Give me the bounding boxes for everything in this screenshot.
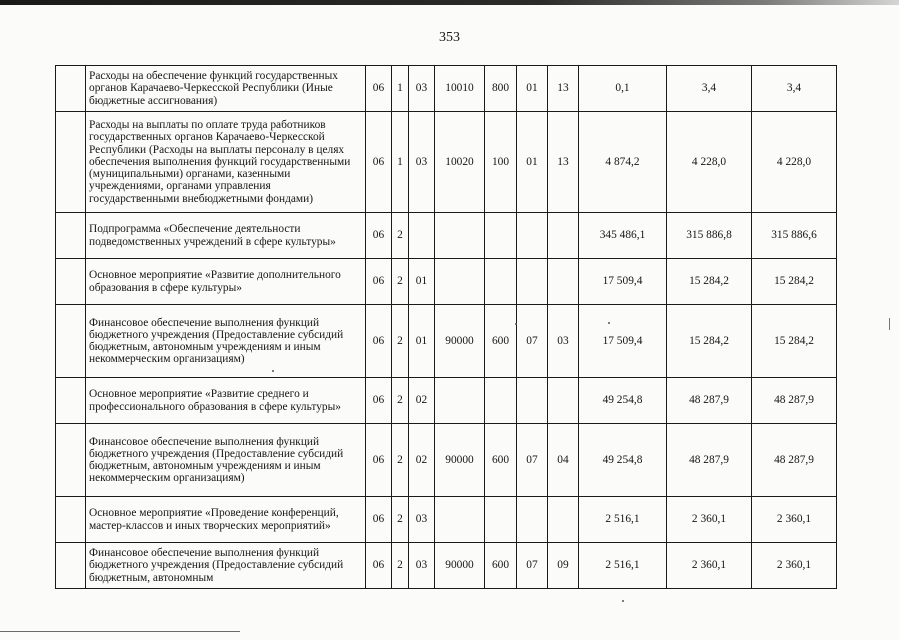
code-cell: 04 <box>548 424 579 497</box>
amount-cell: 2 360,1 <box>667 543 752 589</box>
amount-cell: 2 516,1 <box>579 497 667 543</box>
code-cell: 2 <box>392 378 409 424</box>
code-cell: 2 <box>392 424 409 497</box>
code-cell: 600 <box>485 305 517 378</box>
description-cell: Финансовое обеспечение выполнения функций бюджетного учреждения (Предоставление субсидий бюджетным, автономным учреждениям и иным некоммерческим организациям) <box>86 305 366 378</box>
amount-cell: 15 284,2 <box>667 259 752 305</box>
amount-cell: 315 886,8 <box>667 213 752 259</box>
amount-cell: 0,1 <box>579 66 667 112</box>
code-cell <box>548 497 579 543</box>
row-number-cell <box>56 543 86 589</box>
code-cell: 01 <box>517 66 548 112</box>
table-row <box>56 543 837 589</box>
scan-speck <box>608 322 610 324</box>
code-cell <box>409 213 435 259</box>
code-cell: 07 <box>517 543 548 589</box>
row-number-cell <box>56 112 86 213</box>
code-cell: 03 <box>409 543 435 589</box>
code-cell: 2 <box>392 259 409 305</box>
code-cell: 600 <box>485 543 517 589</box>
row-number-cell <box>56 305 86 378</box>
amount-cell: 345 486,1 <box>579 213 667 259</box>
code-cell: 2 <box>392 543 409 589</box>
code-cell: 03 <box>409 497 435 543</box>
code-cell <box>485 497 517 543</box>
code-cell: 01 <box>409 259 435 305</box>
code-cell: 06 <box>366 497 392 543</box>
description-cell: Финансовое обеспечение выполнения функций бюджетного учреждения (Предоставление субсидий бюджетным, автономным учреждениям и иным некоммерческим организациям) <box>86 424 366 497</box>
amount-cell: 15 284,2 <box>752 259 837 305</box>
code-cell <box>517 259 548 305</box>
code-cell <box>548 378 579 424</box>
code-cell <box>435 497 485 543</box>
code-cell: 06 <box>366 305 392 378</box>
row-number-cell <box>56 213 86 259</box>
scan-speck <box>515 323 517 325</box>
scan-edge-mark <box>889 318 890 330</box>
amount-cell: 15 284,2 <box>667 305 752 378</box>
code-cell: 01 <box>409 305 435 378</box>
amount-cell: 17 509,4 <box>579 305 667 378</box>
amount-cell: 49 254,8 <box>579 424 667 497</box>
amount-cell: 2 360,1 <box>752 543 837 589</box>
code-cell: 09 <box>548 543 579 589</box>
budget-table <box>55 65 837 589</box>
code-cell: 06 <box>366 112 392 213</box>
code-cell: 90000 <box>435 543 485 589</box>
code-cell: 2 <box>392 213 409 259</box>
code-cell <box>485 213 517 259</box>
description-cell: Основное мероприятие «Развитие среднего и профессионального образования в сфере культуры» <box>86 378 366 424</box>
table-row <box>56 112 837 213</box>
row-number-cell <box>56 424 86 497</box>
code-cell <box>517 378 548 424</box>
code-cell: 13 <box>548 66 579 112</box>
code-cell: 600 <box>485 424 517 497</box>
amount-cell: 48 287,9 <box>667 378 752 424</box>
code-cell: 06 <box>366 66 392 112</box>
table-row <box>56 378 837 424</box>
code-cell <box>517 497 548 543</box>
amount-cell: 4 228,0 <box>752 112 837 213</box>
code-cell: 02 <box>409 378 435 424</box>
row-number-cell <box>56 66 86 112</box>
code-cell: 10020 <box>435 112 485 213</box>
code-cell: 2 <box>392 497 409 543</box>
description-cell: Расходы на выплаты по оплате труда работников государственных органов Карачаево-Черкесской Республики (Расходы на выплаты персоналу в целях обеспечения выполнения функций государственными (муниципальными) органами, казенными учреждениями, органами управления государственными внебюджетными фондами) <box>86 112 366 213</box>
amount-cell: 3,4 <box>752 66 837 112</box>
code-cell: 100 <box>485 112 517 213</box>
amount-cell: 4 228,0 <box>667 112 752 213</box>
code-cell: 02 <box>409 424 435 497</box>
code-cell <box>435 259 485 305</box>
amount-cell: 17 509,4 <box>579 259 667 305</box>
code-cell: 01 <box>517 112 548 213</box>
scan-top-edge <box>0 0 899 5</box>
description-cell: Основное мероприятие «Развитие дополнительного образования в сфере культуры» <box>86 259 366 305</box>
code-cell: 07 <box>517 305 548 378</box>
description-cell: Расходы на обеспечение функций государственных органов Карачаево-Черкесской Республики (Иные бюджетные ассигнования) <box>86 66 366 112</box>
description-cell: Подпрограмма «Обеспечение деятельности подведомственных учреждений в сфере культуры» <box>86 213 366 259</box>
code-cell <box>485 378 517 424</box>
code-cell <box>548 259 579 305</box>
table-row <box>56 213 837 259</box>
page-number: 353 <box>439 30 460 45</box>
amount-cell: 48 287,9 <box>752 378 837 424</box>
code-cell: 1 <box>392 112 409 213</box>
code-cell <box>485 259 517 305</box>
amount-cell: 15 284,2 <box>752 305 837 378</box>
code-cell <box>435 378 485 424</box>
amount-cell: 49 254,8 <box>579 378 667 424</box>
description-cell: Финансовое обеспечение выполнения функций бюджетного учреждения (Предоставление субсидий бюджетным, автономным <box>86 543 366 589</box>
code-cell: 06 <box>366 424 392 497</box>
code-cell: 03 <box>409 66 435 112</box>
code-cell: 10010 <box>435 66 485 112</box>
code-cell: 06 <box>366 213 392 259</box>
code-cell: 800 <box>485 66 517 112</box>
table-row <box>56 305 837 378</box>
amount-cell: 3,4 <box>667 66 752 112</box>
row-number-cell <box>56 259 86 305</box>
code-cell: 07 <box>517 424 548 497</box>
code-cell <box>435 213 485 259</box>
scan-bottom-line <box>0 631 240 632</box>
table-row <box>56 497 837 543</box>
row-number-cell <box>56 378 86 424</box>
code-cell <box>517 213 548 259</box>
code-cell: 06 <box>366 543 392 589</box>
code-cell: 90000 <box>435 305 485 378</box>
code-cell: 03 <box>409 112 435 213</box>
amount-cell: 48 287,9 <box>752 424 837 497</box>
amount-cell: 315 886,6 <box>752 213 837 259</box>
code-cell: 03 <box>548 305 579 378</box>
table-body <box>56 66 837 589</box>
code-cell: 90000 <box>435 424 485 497</box>
scan-speck <box>622 600 624 602</box>
code-cell: 2 <box>392 305 409 378</box>
row-number-cell <box>56 497 86 543</box>
table-row <box>56 259 837 305</box>
code-cell: 06 <box>366 378 392 424</box>
amount-cell: 2 516,1 <box>579 543 667 589</box>
table-row <box>56 66 837 112</box>
amount-cell: 2 360,1 <box>752 497 837 543</box>
description-cell: Основное мероприятие «Проведение конференций, мастер-классов и иных творческих мероприятий» <box>86 497 366 543</box>
code-cell <box>548 213 579 259</box>
amount-cell: 2 360,1 <box>667 497 752 543</box>
table-row <box>56 424 837 497</box>
amount-cell: 4 874,2 <box>579 112 667 213</box>
code-cell: 06 <box>366 259 392 305</box>
amount-cell: 48 287,9 <box>667 424 752 497</box>
code-cell: 13 <box>548 112 579 213</box>
scan-speck <box>272 370 274 372</box>
code-cell: 1 <box>392 66 409 112</box>
